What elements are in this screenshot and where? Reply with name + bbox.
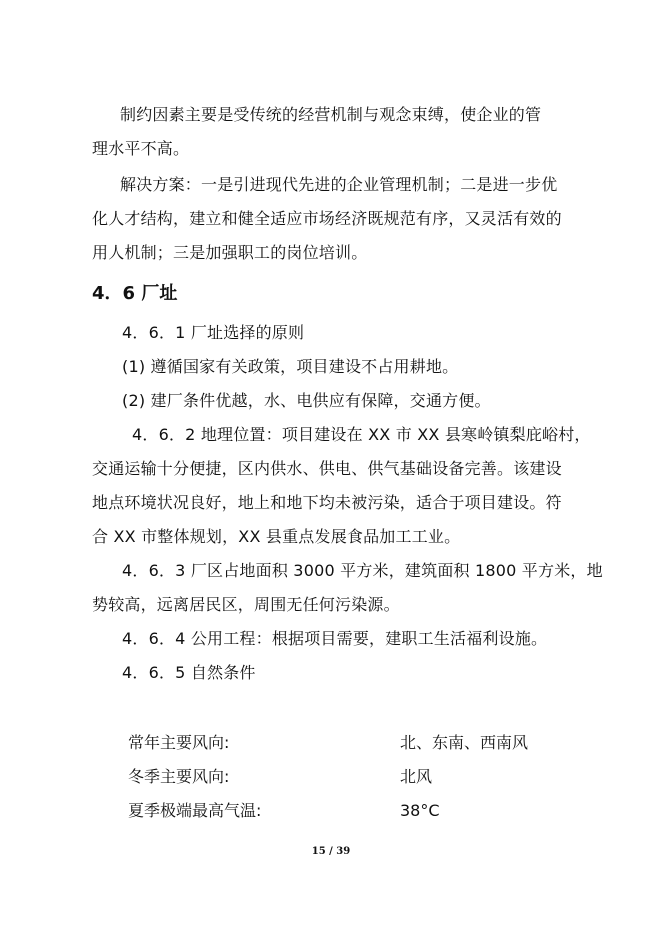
condition-label: 夏季极端最高气温: — [128, 801, 262, 820]
paragraph-line: 解决方案：一是引进现代先进的企业管理机制；二是进一步优 — [120, 175, 558, 194]
paragraph-line: 化人才结构，建立和健全适应市场经济既规范有序，又灵活有效的 — [92, 209, 562, 228]
condition-value: 38°C — [400, 801, 440, 820]
paragraph-line: 用人机制；三是加强职工的岗位培训。 — [92, 243, 368, 262]
list-item: (1) 遵循国家有关政策，项目建设不占用耕地。 — [122, 357, 459, 376]
condition-label: 冬季主要风向: — [128, 767, 230, 786]
page-number: 15 / 39 — [311, 846, 351, 857]
section-heading: 4．6 厂址 — [92, 283, 178, 304]
paragraph-line: 4．6．3 厂区占地面积 3000 平方米，建筑面积 1800 平方米，地 — [122, 561, 603, 580]
paragraph-line: 交通运输十分便捷，区内供水、供电、供气基础设备完善。该建设 — [92, 459, 562, 478]
paragraph-line: 4．6．2 地理位置：项目建设在 XX 市 XX 县寒岭镇梨庇峪村， — [132, 425, 591, 444]
paragraph-line: 地点环境状况良好，地上和地下均未被污染，适合于项目建设。符 — [92, 493, 562, 512]
subsection-title: 4．6．1 厂址选择的原则 — [122, 323, 305, 342]
condition-label: 常年主要风向: — [128, 733, 230, 752]
list-item: (2) 建厂条件优越，水、电供应有保障，交通方便。 — [122, 391, 491, 410]
condition-value: 北、东南、西南风 — [400, 733, 529, 752]
paragraph-line: 势较高，远离居民区，周围无任何污染源。 — [92, 595, 400, 614]
paragraph-line: 4．6．4 公用工程：根据项目需要，建职工生活福利设施。 — [122, 629, 548, 648]
paragraph-line: 合 XX 市整体规划，XX 县重点发展食品加工工业。 — [92, 527, 461, 546]
paragraph-line: 制约因素主要是受传统的经营机制与观念束缚，使企业的管 — [120, 105, 542, 124]
condition-value: 北风 — [400, 767, 433, 786]
paragraph-line: 理水平不高。 — [92, 139, 190, 158]
subsection-title: 4．6．5 自然条件 — [122, 663, 256, 682]
